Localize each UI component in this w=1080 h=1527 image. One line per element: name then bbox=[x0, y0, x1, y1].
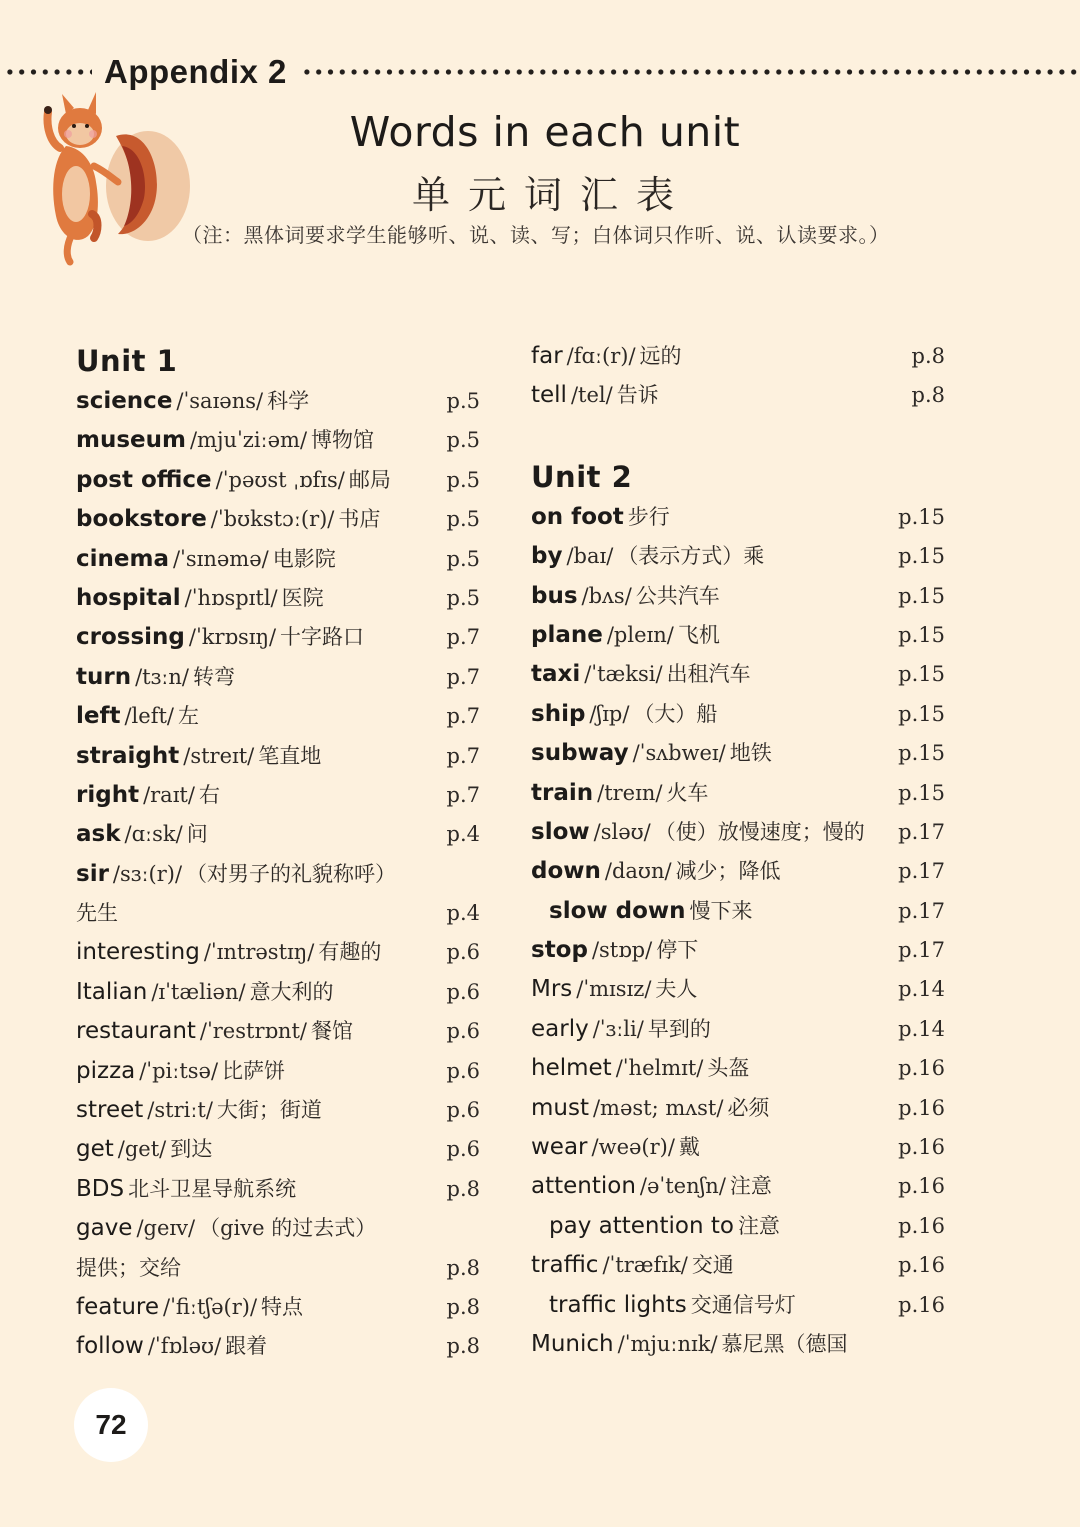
vocab-entry bbox=[531, 577, 949, 616]
right-column bbox=[531, 337, 949, 1364]
vocab-entry bbox=[76, 618, 484, 657]
vocab-entry bbox=[531, 931, 949, 970]
vocab-phonetic: /ˈɪntrəstɪŋ/ bbox=[203, 940, 315, 965]
vocab-word: right bbox=[76, 781, 140, 808]
vocab-word: turn bbox=[76, 663, 132, 690]
vocab-entry bbox=[531, 376, 949, 415]
vocab-phonetic: /ʃɪp/ bbox=[589, 701, 630, 726]
vocab-word: ask bbox=[76, 821, 121, 848]
vocab-page-ref: p.16 bbox=[898, 1174, 945, 1199]
vocab-meaning: 交通信号灯 bbox=[690, 1292, 796, 1317]
vocab-word: taxi bbox=[531, 661, 581, 688]
vocab-page-ref: p.6 bbox=[446, 1058, 480, 1083]
vocab-page-ref: p.15 bbox=[898, 662, 945, 687]
vocab-phonetic: /ˈɜːli/ bbox=[592, 1016, 644, 1041]
vocab-phonetic: /ˈhɒspɪtl/ bbox=[184, 585, 278, 610]
vocab-phonetic: /ˈtæksi/ bbox=[584, 662, 663, 687]
vocab-page-ref: p.4 bbox=[446, 822, 480, 847]
vocab-page-ref: p.5 bbox=[446, 389, 480, 413]
vocab-meaning: 问 bbox=[186, 822, 208, 847]
vocab-phonetic: /ɪˈtæliən/ bbox=[151, 979, 246, 1004]
vocab-entry bbox=[76, 1249, 484, 1288]
vocab-entry bbox=[531, 498, 949, 537]
vocab-page-ref: p.6 bbox=[446, 1098, 480, 1123]
vocab-word: cinema bbox=[76, 545, 169, 572]
vocab-meaning: 慕尼黑（德国 bbox=[721, 1331, 848, 1356]
vocab-entry bbox=[531, 1128, 949, 1167]
vocab-page-ref: p.5 bbox=[446, 507, 480, 532]
vocab-meaning: 十字路口 bbox=[280, 625, 365, 650]
vocab-phonetic: /geɪv/ bbox=[136, 1216, 196, 1241]
vocab-page-ref: p.14 bbox=[898, 977, 945, 1002]
vocab-phonetic: /stɒp/ bbox=[591, 938, 653, 963]
vocab-meaning: 减少；降低 bbox=[675, 859, 781, 884]
vocab-meaning: （对男子的礼貌称呼） bbox=[186, 861, 397, 886]
vocab-entry bbox=[76, 894, 484, 933]
vocab-word: BDS bbox=[76, 1175, 125, 1202]
vocab-meaning: 地铁 bbox=[729, 741, 772, 766]
vocab-phonetic: /left/ bbox=[124, 704, 174, 729]
vocab-word: street bbox=[76, 1097, 144, 1124]
unit-heading: Unit 1 bbox=[76, 344, 178, 378]
vocab-page-ref: p.4 bbox=[446, 901, 480, 926]
page-number-badge bbox=[74, 1388, 148, 1462]
vocab-word: by bbox=[531, 543, 563, 570]
vocab-phonetic: /tɜːn/ bbox=[135, 664, 189, 689]
vocab-entry bbox=[531, 1325, 949, 1364]
vocab-word: Munich bbox=[531, 1330, 614, 1357]
vocab-word: subway bbox=[531, 740, 629, 767]
vocab-phonetic: /mjuˈziːəm/ bbox=[189, 428, 308, 453]
vocab-meaning: 跟着 bbox=[225, 1334, 268, 1359]
vocab-page-ref: p.15 bbox=[898, 504, 945, 529]
vocab-phonetic: /streɪt/ bbox=[183, 743, 255, 768]
vocab-entry bbox=[531, 1089, 949, 1128]
vocab-page-ref: p.17 bbox=[898, 819, 945, 844]
vocab-phonetic: /sɜː(r)/ bbox=[112, 861, 183, 886]
vocab-word: far bbox=[531, 343, 563, 369]
vocab-word: crossing bbox=[76, 624, 185, 651]
unit-heading: Unit 2 bbox=[531, 459, 633, 494]
vocab-entry bbox=[531, 537, 949, 576]
vocab-meaning: 医院 bbox=[281, 585, 324, 610]
vocab-page-ref: p.8 bbox=[446, 1255, 480, 1280]
vocab-meaning: 公共汽车 bbox=[635, 583, 720, 608]
unit-gap bbox=[531, 416, 949, 456]
vocab-page-ref: p.17 bbox=[898, 898, 945, 923]
vocab-phonetic: /ˈsaɪəns/ bbox=[176, 389, 264, 413]
vocab-page-ref: p.15 bbox=[898, 544, 945, 569]
vocab-word: helmet bbox=[531, 1055, 612, 1082]
vocab-meaning: 大街；街道 bbox=[216, 1098, 322, 1123]
vocab-page-ref: p.5 bbox=[446, 467, 480, 492]
vocab-entry bbox=[76, 579, 484, 618]
vocab-entry bbox=[76, 855, 484, 894]
vocab-meaning: 笔直地 bbox=[258, 743, 322, 768]
vocab-entry bbox=[76, 500, 484, 539]
vocab-page-ref: p.5 bbox=[446, 428, 480, 453]
vocab-page-ref: p.16 bbox=[898, 1213, 945, 1238]
vocab-page-ref: p.15 bbox=[898, 701, 945, 726]
vocab-word: feature bbox=[76, 1293, 160, 1320]
vocab-word: pizza bbox=[76, 1057, 136, 1084]
vocab-word: interesting bbox=[76, 939, 200, 966]
vocab-entry bbox=[76, 737, 484, 776]
vocab-page-ref: p.8 bbox=[446, 1294, 480, 1319]
vocab-phonetic: /əˈtenʃn/ bbox=[639, 1174, 726, 1199]
vocab-phonetic: /daʊn/ bbox=[604, 859, 672, 884]
vocab-meaning: （使）放慢速度；慢的 bbox=[654, 819, 865, 844]
vocab-page-ref: p.8 bbox=[911, 383, 945, 408]
vocab-page-ref: p.8 bbox=[446, 1176, 480, 1201]
vocab-page-ref: p.17 bbox=[898, 938, 945, 963]
vocab-phonetic: /striːt/ bbox=[147, 1098, 213, 1123]
page-title-english: Words in each unit bbox=[349, 108, 741, 156]
vocab-word: down bbox=[531, 858, 601, 885]
vocab-word: pay attention to bbox=[549, 1212, 734, 1239]
vocab-entry bbox=[531, 616, 949, 655]
vocab-meaning: 意大利的 bbox=[249, 979, 334, 1004]
vocab-word: science bbox=[76, 388, 173, 414]
vocab-entry bbox=[531, 774, 949, 813]
vocab-phonetic: /ˈbʊkstɔː(r)/ bbox=[210, 507, 335, 532]
vocab-phonetic: /məst; mʌst/ bbox=[592, 1095, 724, 1120]
vocab-word: straight bbox=[76, 742, 180, 769]
vocab-meaning: 出租汽车 bbox=[666, 662, 751, 687]
vocab-entry bbox=[531, 695, 949, 734]
vocab-phonetic: /pleɪn/ bbox=[606, 622, 674, 647]
squirrel-illustration-icon bbox=[36, 86, 196, 266]
vocab-meaning: 博物馆 bbox=[311, 428, 375, 453]
vocab-page-ref: p.16 bbox=[898, 1253, 945, 1278]
vocab-entry bbox=[531, 1246, 949, 1285]
vocab-entry bbox=[531, 813, 949, 852]
vocab-page-ref: p.15 bbox=[898, 622, 945, 647]
vocab-word: ship bbox=[531, 700, 586, 727]
vocab-word: follow bbox=[76, 1333, 144, 1360]
vocab-entry bbox=[531, 655, 949, 694]
vocab-page-ref: p.6 bbox=[446, 940, 480, 965]
vocab-meaning: 夫人 bbox=[655, 977, 698, 1002]
vocab-phonetic: /ˈkrɒsɪŋ/ bbox=[188, 625, 277, 650]
vocab-page-ref: p.6 bbox=[446, 979, 480, 1004]
dotted-rule-left bbox=[4, 69, 92, 75]
vocab-page-ref: p.6 bbox=[446, 1019, 480, 1044]
vocab-meaning: 先生 bbox=[76, 901, 118, 926]
vocab-meaning: 右 bbox=[198, 782, 220, 807]
vocab-meaning: 停下 bbox=[656, 938, 699, 963]
vocab-page-ref: p.16 bbox=[898, 1292, 945, 1317]
vocab-meaning: 注意 bbox=[729, 1174, 772, 1199]
vocab-page-ref: p.5 bbox=[446, 546, 480, 571]
vocab-phonetic: /ˈtræfɪk/ bbox=[602, 1253, 688, 1278]
vocab-meaning: 科学 bbox=[267, 389, 310, 413]
vocab-word: train bbox=[531, 779, 594, 806]
vocab-page-ref: p.7 bbox=[446, 664, 480, 689]
vocab-phonetic: /ˈmjuːnɪk/ bbox=[617, 1331, 718, 1356]
vocab-phonetic: /sləʊ/ bbox=[593, 819, 651, 844]
vocab-entry bbox=[531, 734, 949, 773]
vocab-meaning: 头盔 bbox=[707, 1056, 750, 1081]
vocab-meaning: 邮局 bbox=[348, 467, 391, 492]
vocab-page-ref: p.16 bbox=[898, 1056, 945, 1081]
left-column bbox=[76, 340, 484, 1367]
vocab-word: slow bbox=[531, 818, 590, 845]
vocab-entry bbox=[76, 461, 484, 500]
vocab-phonetic: /ˈrestrɒnt/ bbox=[199, 1019, 307, 1044]
vocab-page-ref: p.7 bbox=[446, 743, 480, 768]
vocab-page-ref: p.14 bbox=[898, 1016, 945, 1041]
vocab-meaning: 远的 bbox=[639, 344, 682, 368]
vocab-entry bbox=[76, 382, 484, 421]
vocab-word: attention bbox=[531, 1173, 636, 1200]
vocab-entry bbox=[531, 852, 949, 891]
vocab-word: must bbox=[531, 1094, 589, 1121]
vocab-phonetic: /ˈpəʊst ˌɒfɪs/ bbox=[215, 467, 345, 492]
vocab-word: Italian bbox=[76, 978, 148, 1005]
vocab-word: stop bbox=[531, 937, 588, 964]
vocab-word: tell bbox=[531, 382, 567, 409]
vocab-meaning: 注意 bbox=[737, 1213, 780, 1238]
vocab-phonetic: /ˈhelmɪt/ bbox=[615, 1056, 704, 1081]
vocab-meaning: （表示方式）乘 bbox=[617, 544, 765, 569]
vocab-meaning: 到达 bbox=[170, 1137, 213, 1162]
vocab-entry bbox=[76, 421, 484, 460]
vocab-entry bbox=[76, 1091, 484, 1130]
vocab-phonetic: /ˈsʌbweɪ/ bbox=[632, 741, 726, 766]
vocab-meaning: 北斗卫星导航系统 bbox=[128, 1176, 297, 1201]
vocab-meaning: 电影院 bbox=[272, 546, 336, 571]
vocab-word: get bbox=[76, 1136, 114, 1163]
vocab-meaning: 慢下来 bbox=[689, 898, 753, 923]
vocab-entry bbox=[76, 933, 484, 972]
page-number: 72 bbox=[95, 1409, 127, 1440]
vocab-word: restaurant bbox=[76, 1018, 196, 1045]
appendix-label: Appendix 2 bbox=[104, 53, 287, 90]
vocab-phonetic: /treɪn/ bbox=[597, 780, 663, 805]
vocab-meaning: 比萨饼 bbox=[222, 1058, 286, 1083]
legend-note: （注：黑体词要求学生能够听、说、读、写；白体词只作听、说、认读要求。） bbox=[182, 223, 890, 247]
vocab-phonetic: /bʌs/ bbox=[581, 583, 632, 608]
vocab-word: on foot bbox=[531, 503, 624, 530]
vocab-phonetic: /ˈfɒləʊ/ bbox=[147, 1334, 222, 1359]
vocab-phonetic: /raɪt/ bbox=[143, 782, 195, 807]
vocab-word: hospital bbox=[76, 584, 181, 611]
vocab-entry bbox=[76, 1170, 484, 1209]
vocab-entry bbox=[76, 1209, 484, 1248]
vocab-entry bbox=[531, 1207, 949, 1246]
vocab-word: wear bbox=[531, 1134, 588, 1161]
vocab-word: Mrs bbox=[531, 976, 573, 1003]
vocab-phonetic: /ˈpiːtsə/ bbox=[139, 1058, 219, 1083]
vocab-word: museum bbox=[76, 427, 186, 454]
vocab-meaning: 餐馆 bbox=[310, 1019, 353, 1044]
vocab-meaning: （大）船 bbox=[633, 701, 718, 726]
vocab-page-ref: p.7 bbox=[446, 625, 480, 650]
vocab-meaning: 书店 bbox=[338, 507, 381, 532]
vocab-word: sir bbox=[76, 860, 109, 887]
vocab-meaning: 交通 bbox=[691, 1253, 734, 1278]
vocab-meaning: 特点 bbox=[261, 1294, 304, 1319]
vocab-page-ref: p.7 bbox=[446, 704, 480, 729]
vocab-entry bbox=[76, 776, 484, 815]
vocab-meaning: 提供；交给 bbox=[76, 1255, 181, 1280]
vocab-phonetic: /ˈsɪnəmə/ bbox=[172, 546, 269, 571]
vocab-page-ref: p.7 bbox=[446, 782, 480, 807]
vocab-entry bbox=[76, 1012, 484, 1051]
vocab-page-ref: p.16 bbox=[898, 1095, 945, 1120]
vocab-meaning: 步行 bbox=[627, 504, 670, 529]
vocab-meaning: 转弯 bbox=[192, 664, 235, 689]
vocab-phonetic: /ˈmɪsɪz/ bbox=[576, 977, 652, 1002]
vocab-word: bookstore bbox=[76, 506, 207, 533]
vocab-word: traffic lights bbox=[549, 1291, 687, 1318]
vocab-word: early bbox=[531, 1015, 589, 1042]
page-title-chinese: 单元词汇表 bbox=[411, 173, 692, 217]
vocab-entry bbox=[531, 1010, 949, 1049]
vocab-page-ref: p.6 bbox=[446, 1137, 480, 1162]
vocab-phonetic: /baɪ/ bbox=[566, 544, 614, 569]
vocab-entry bbox=[76, 540, 484, 579]
vocab-entry bbox=[76, 973, 484, 1012]
vocab-phonetic: /fɑː(r)/ bbox=[566, 344, 636, 368]
vocab-entry bbox=[531, 892, 949, 931]
vocab-phonetic: /ˈfiːtʃə(r)/ bbox=[163, 1294, 258, 1319]
vocab-meaning: 告诉 bbox=[616, 383, 659, 408]
vocab-meaning: 必须 bbox=[727, 1095, 770, 1120]
vocab-word: slow down bbox=[549, 897, 686, 924]
vocab-page-ref: p.15 bbox=[898, 780, 945, 805]
vocab-entry bbox=[76, 1288, 484, 1327]
vocab-page-ref: p.8 bbox=[446, 1334, 480, 1359]
vocab-phonetic: /tel/ bbox=[570, 383, 613, 408]
vocab-entry bbox=[76, 1130, 484, 1169]
vocab-page-ref: p.16 bbox=[898, 1135, 945, 1160]
vocab-word: left bbox=[76, 703, 121, 730]
vocab-entry bbox=[531, 1167, 949, 1206]
vocab-phonetic: /get/ bbox=[117, 1137, 167, 1162]
vocab-meaning: 飞机 bbox=[677, 622, 720, 647]
vocab-entry bbox=[76, 1327, 484, 1366]
vocab-word: bus bbox=[531, 582, 578, 609]
vocab-entry bbox=[76, 658, 484, 697]
vocab-word: plane bbox=[531, 621, 603, 648]
vocab-phonetic: /weə(r)/ bbox=[591, 1135, 675, 1160]
vocab-word: traffic bbox=[531, 1252, 599, 1279]
vocab-word: post office bbox=[76, 466, 212, 493]
vocab-entry bbox=[531, 337, 949, 376]
vocab-meaning: 早到的 bbox=[647, 1016, 711, 1041]
vocab-page-ref: p.5 bbox=[446, 585, 480, 610]
vocab-meaning: 左 bbox=[178, 704, 199, 729]
vocab-page-ref: p.15 bbox=[898, 741, 945, 766]
vocab-entry bbox=[531, 970, 949, 1009]
dotted-rule-right bbox=[301, 69, 1080, 75]
vocab-phonetic: /ɑːsk/ bbox=[124, 822, 183, 847]
vocab-page-ref: p.8 bbox=[911, 344, 945, 368]
vocab-entry bbox=[76, 1052, 484, 1091]
vocab-meaning: 火车 bbox=[666, 780, 709, 805]
vocab-page-ref: p.17 bbox=[898, 859, 945, 884]
vocab-entry bbox=[531, 1286, 949, 1325]
vocab-entry bbox=[76, 815, 484, 854]
vocab-entry bbox=[531, 1049, 949, 1088]
vocab-meaning: 戴 bbox=[678, 1135, 700, 1160]
vocab-entry bbox=[76, 697, 484, 736]
vocab-meaning: （give 的过去式） bbox=[199, 1216, 377, 1241]
vocab-page-ref: p.15 bbox=[898, 583, 945, 608]
vocab-meaning: 有趣的 bbox=[318, 940, 382, 965]
vocab-word: gave bbox=[76, 1215, 133, 1242]
